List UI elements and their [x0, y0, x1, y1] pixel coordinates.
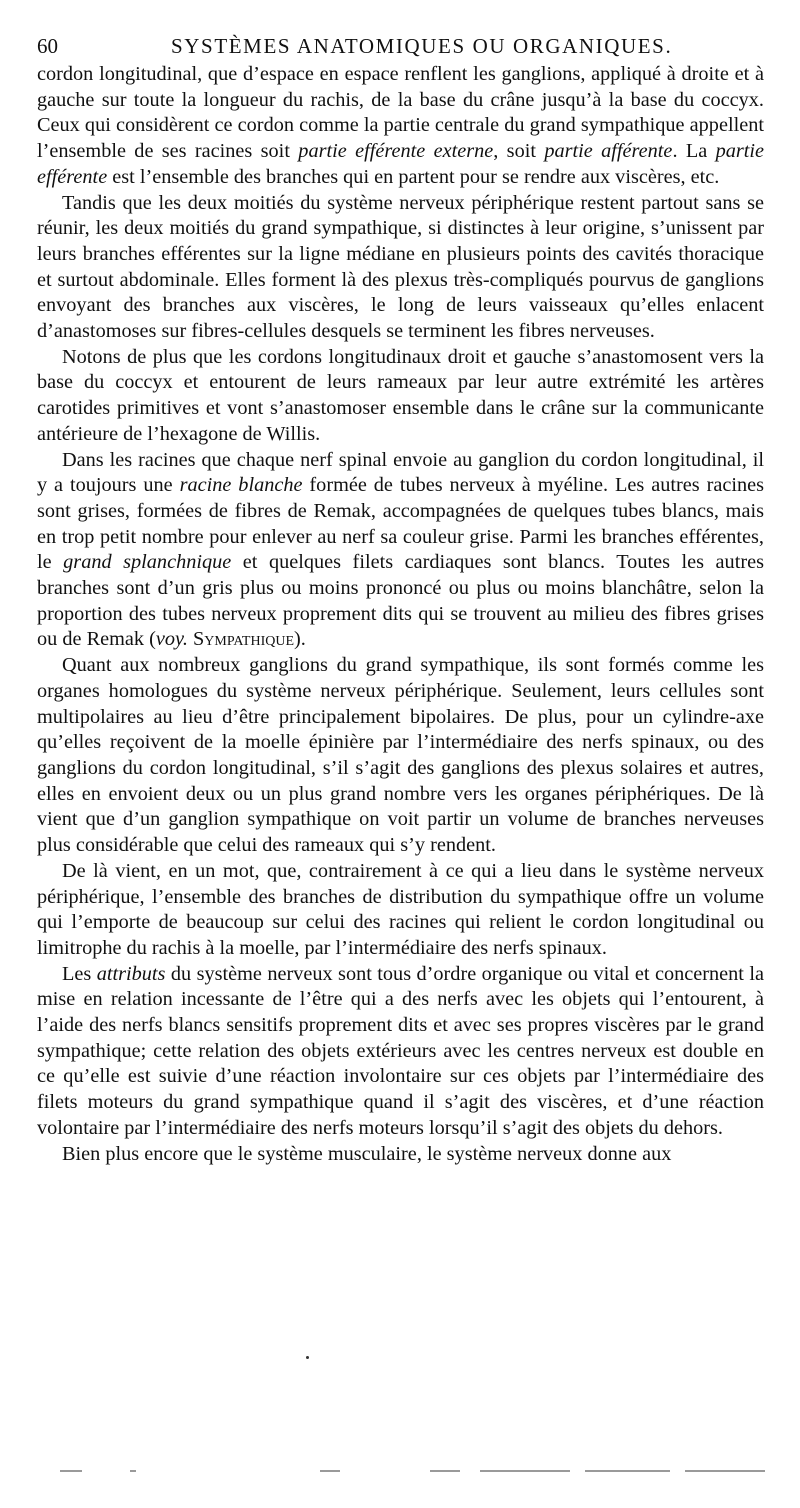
italic-term: grand splanchnique	[63, 551, 232, 574]
text-run: Dans les racines que chaque nerf spinal envoie au ganglion du cordon longitudinal, il y a toujours une	[37, 448, 764, 497]
italic-term: partie efférente	[37, 140, 765, 188]
text-run: est l’ensemble des branches qui en partent pour se rendre aux viscères, etc.	[107, 165, 720, 188]
bleed-segment	[685, 1470, 765, 1472]
print-speck	[306, 1356, 309, 1359]
bleed-segment	[585, 1470, 670, 1472]
paragraph	[37, 191, 764, 345]
bleed-segment	[60, 1470, 82, 1472]
italic-term: voy.	[155, 628, 188, 651]
text-run: Tandis que les deux moitiés du système nerveux périphérique restent partout sans se réunir, les deux moitiés du grand sympathique, si distinctes à leur origine, s’unissent par leurs branches efférentes sur la ligne médiane en plusieurs points des cavités thoracique et surtout abdominale. Elles forment là des plexus très-compliqués pourvus de ganglions envoyant des branches aux viscères, le long de leurs vaisseaux qu’elles enlacent d’anastomoses sur fibres-cellules desquels se terminent les fibres nerveuses.	[37, 191, 764, 343]
text-run: . La	[672, 140, 716, 163]
bleed-segment	[480, 1470, 570, 1472]
text-run: Les	[62, 962, 97, 985]
bleed-segment	[130, 1470, 136, 1472]
italic-term: racine blanche	[179, 474, 303, 497]
text-run: du système nerveux sont tous d’ordre organique ou vital et concernent la mise en relation incessante de l’être qui a des nerfs avec les objets qui l’entourent, à l’aide des nerfs blancs sensitifs proprement dits et avec ses propres viscères par le grand sympathique; cette relation des objets extérieurs avec les centres nerveux est double en ce qu’elle est suivie d’une réaction involontaire sur ces objets par l’intermédiaire des filets moteurs du grand sympathique quand il s’agit des viscères, et d’une réaction volontaire par l’intermédiaire des nerfs moteurs lorsqu’il s’agit des objets du dehors.	[37, 962, 764, 1139]
text-run: formée de tubes nerveux à myéline. Les autres racines sont grises, formées de fibres de Remak, accompagnées de quelques tubes blancs, mais en trop petit nombre pour enlever au nerf sa couleur grise. Parmi les branches efférentes, le	[37, 474, 764, 574]
paragraph	[37, 859, 764, 962]
page-header	[37, 30, 763, 62]
cross-reference: Sympathique	[193, 628, 295, 651]
text-run: , soit	[493, 140, 545, 163]
italic-term: partie afférente	[544, 140, 673, 163]
text-run: De là vient, en un mot, que, contrairement à ce qui a lieu dans le système nerveux périphérique, l’ensemble des branches de distribution du sympathique offre un volume qui l’emporte de beaucoup sur celui des racines qui relient le cordon longitudinal ou limitrophe du rachis à la moelle, par l’intermédiaire des nerfs spinaux.	[37, 859, 764, 959]
text-run: et quelques filets cardiaques sont blancs. Toutes les autres branches sont d’un gris plus ou moins prononcé ou plus ou moins blanchâtre, selon la proportion des tubes nerveux proprement dits qui se trouvent au milieu des fibres grises ou de Remak (	[37, 551, 764, 651]
text-run: ).	[294, 628, 306, 651]
text-run: Quant aux nombreux ganglions du grand sympathique, ils sont formés comme les organes homologues du système nerveux périphérique. Seulement, leurs cellules sont multipolaires au lieu d’être principalement bipolaires. De plus, pour un cylindre-axe qu’elles reçoivent de la moelle épinière par l’intermédiaire des nerfs spinaux, ou des ganglions du cordon longitudinal, s’il s’agit des ganglions des plexus solaires et autres, elles en envoient deux ou un plus grand nombre vers les organes périphériques. De là vient que d’un ganglion sympathique on voit partir un volume de branches nerveuses plus considérable que celui des rameaux qui s’y rendent.	[37, 654, 764, 857]
italic-term: partie efférente externe	[298, 140, 494, 163]
paragraph	[37, 1142, 764, 1168]
italic-term: attributs	[96, 962, 166, 985]
paragraph	[37, 962, 764, 1142]
paragraph	[37, 448, 764, 654]
bleed-segment	[320, 1470, 340, 1472]
page-number: 60	[37, 34, 58, 58]
text-run: Notons de plus que les cordons longitudinaux droit et gauche s’anastomosent vers la base du coccyx et entourent de leurs rameaux par leur autre extrémité les artères carotides primitives et vont s’anastomoser ensemble dans le crâne sur la communicante antérieure de l’hexagone de Willis.	[37, 345, 764, 445]
body-text	[37, 62, 764, 1167]
paragraph	[37, 345, 764, 448]
running-title: SYSTÈMES ANATOMIQUES OU ORGANIQUES.	[171, 34, 673, 58]
paragraph	[37, 653, 764, 859]
text-run: cordon longitudinal, que d’espace en espace renflent les ganglions, appliqué à droite et à gauche sur toute la longueur du rachis, de la base du crâne jusqu’à la base du coccyx. Ceux qui considèrent ce cordon comme la partie centrale du grand sympathique appellent l’ensemble de ses racines soit	[37, 63, 764, 163]
text-run: Bien plus encore que le système musculaire, le système nerveux donne aux	[62, 1142, 672, 1165]
paragraph	[37, 62, 764, 191]
bleed-through-line	[60, 1468, 770, 1474]
bleed-segment	[430, 1470, 460, 1472]
